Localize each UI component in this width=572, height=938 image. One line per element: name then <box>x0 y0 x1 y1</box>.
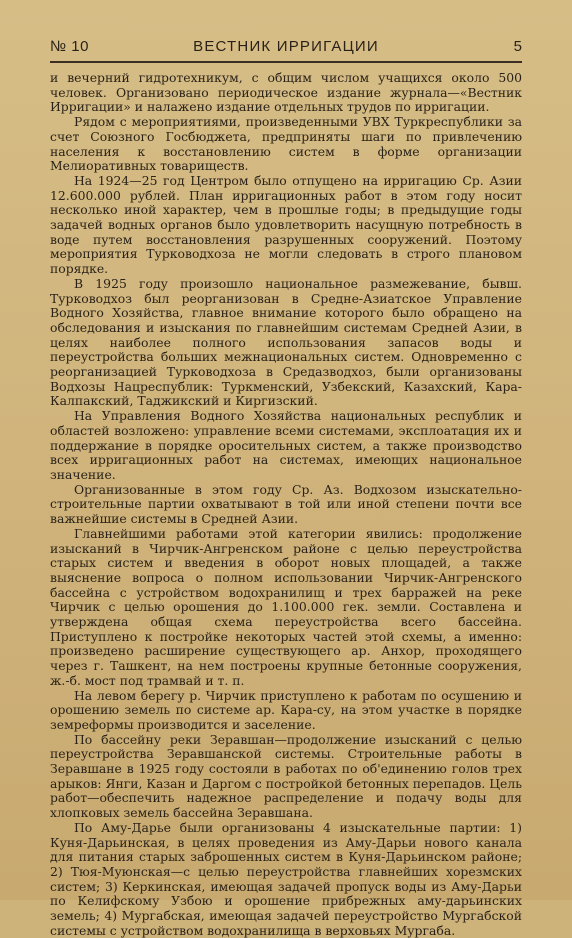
page-number: 5 <box>513 38 522 55</box>
paragraph-2: Рядом с мероприятиями, произведенными УВХ Туркреспублики за счет Союзного Госбюджета, предприняты шаги по привлечению населения к восстановлению систем в форме организации Мелиоративных товариществ. <box>50 114 522 174</box>
article-body <box>50 71 522 938</box>
paragraph-9: По бассейну реки Зеравшан—продолжение изысканий с целью переустройства Зеравшанской системы. Строительные работы в Зеравшане в 1925 году состояли в работах по об'единению голов трех арыков: Янги, Казан и Даргом с постройкой бетонных перепадов. Цель работ—обеспечить надежное распределение и подачу воды для хлопковых земель бассейна Зеравшана. <box>50 731 522 821</box>
issue-number: № 10 <box>50 38 89 55</box>
paragraph-5: На Управления Водного Хозяйства национальных республик и областей возложено: управление всеми системами, эксплоатация их и поддержание в порядке оросительных систем, а также производство всех ирригационных работ на системах, имеющих национальное значение. <box>50 408 522 482</box>
journal-title: ВЕСТНИК ИРРИГАЦИИ <box>193 38 379 55</box>
paragraph-7: Главнейшими работами этой категории явились: продолжение изысканий в Чирчик-Ангренском районе с целью переустройства старых систем и введения в оборот новых площадей, а также выяснение вопроса о полном использовании Чирчик-Ангренского бассейна с устройством водохранилищ и трех барражей на реке Чирчик с целью орошения до 1.100.000 гек. земли. Составлена и утверждена общая схема переустройства всего бассейна. Приступлено к постройке некоторых частей этой схемы, а именно: произведено расширение существующего ар. Анхор, проходящего через г. Ташкент, на нем построены крупные бетонные сооружения, ж.-б. мост под трамвай и т. п. <box>50 525 522 688</box>
paragraph-3: На 1924—25 год Центром было отпущено на ирригацию Ср. Азии 12.600.000 рублей. План ирригационных работ в этом году носит несколько иной характер, чем в прошлые годы; в предыдущие годы задачей водных органов было удовлетворить насущную потребность в воде путем восстановления разрушенных сооружений. Поэтому мероприятия Турководхоза не могли следовать в строго плановом порядке. <box>50 172 522 277</box>
page-header <box>50 30 522 60</box>
paragraph-1: и вечерний гидротехникум, с общим числом учащихся около 500 человек. Организовано периодическое издание журнала—«Вестник Ирригации» и налажено издание отдельных трудов по ирригации. <box>50 70 522 115</box>
paragraph-4: В 1925 году произошло национальное размежевание, бывш. Турководхоз был реорганизован в Средне-Азиатское Управление Водного Хозяйства, главное внимание которого было обращено на обследования и изыскания по главнейшим системам Средней Азии, в целях наиболее полного использования запасов воды и переустройства больших межнациональных систем. Одновременно с реорганизацией Турководхоза в Средазводхоз, были организованы Водхозы Нацреспублик: Туркменский, Узбекский, Казахский, Кара-Калпакский, Таджикский и Киргизский. <box>50 275 522 409</box>
paragraph-10: По Аму-Дарье были организованы 4 изыскательные партии: 1) Куня-Дарьинская, в целях проведения из Аму-Дарьи нового канала для питания старых заброшенных систем в Куня-Дарьинском районе; 2) Тюя-Муюнская—с целью переустройства главнейших хорезмских систем; 3) Керкинская, имеющая задачей пропуск воды из Аму-Дарьи по Келифскому Узбою и орошение прибрежных аму-дарьинских земель; 4) Мургабская, имеющая задачей переустройство Мургабской системы с устройством водохранилища в верховьях Мургаба. <box>50 819 522 938</box>
header-rule <box>50 61 522 63</box>
paragraph-6: Организованные в этом году Ср. Аз. Водхозом изыскательно-строительные партии охватывают в той или иной степени почти все важнейшие системы в Средней Азии. <box>50 481 522 527</box>
paragraph-8: На левом берегу р. Чирчик приступлено к работам по осушению и орошению земель по системе ар. Кара-су, на этом участке в порядке земреформы производится и заселение. <box>50 687 522 732</box>
